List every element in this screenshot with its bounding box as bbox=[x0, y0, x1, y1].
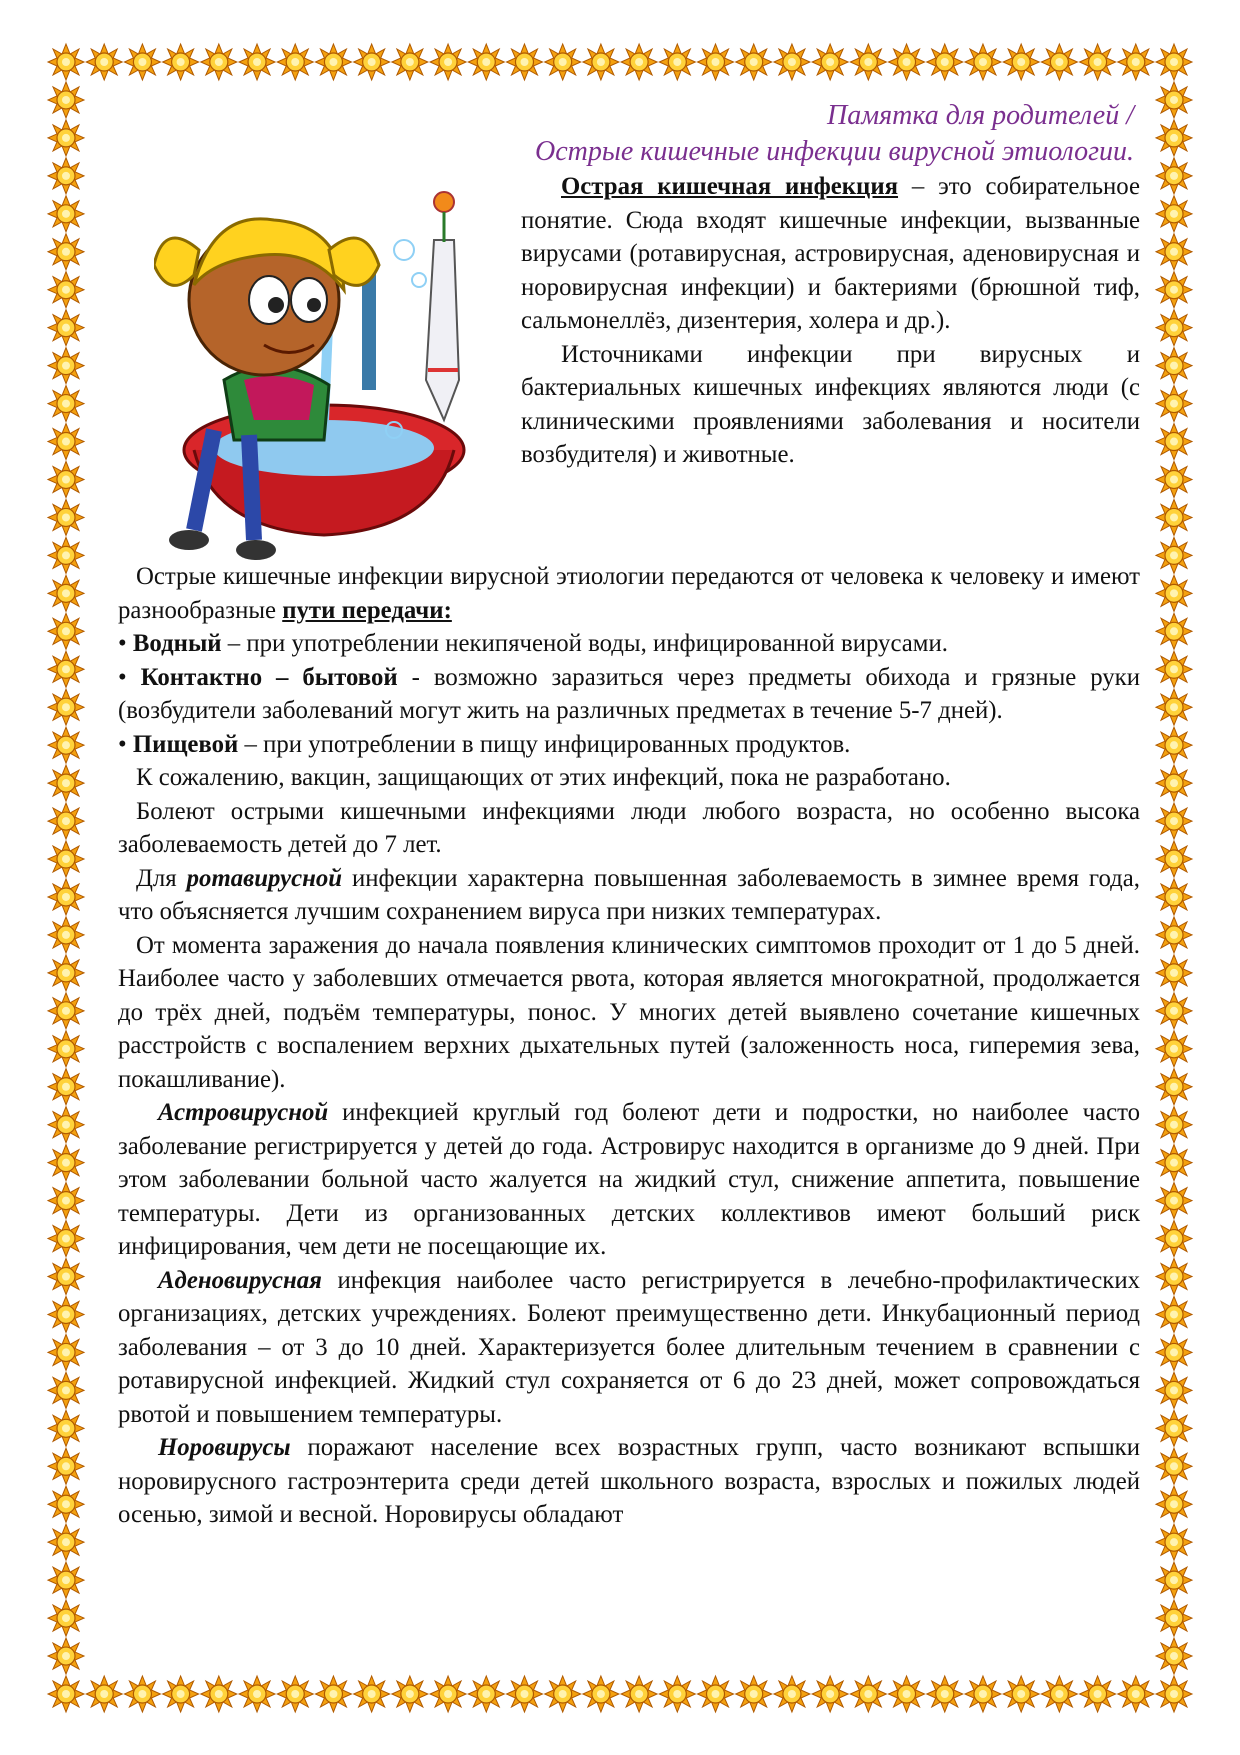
intro-text: – это собирательное понятие. Сюда входят кишечные инфекции, вызванные вирусами (ротавирусная, астровирусная, аденовирусная и норовирусная инфекции) и бактериями (брюшной тиф, сальмонеллёз, дизентерия, холера и др.). bbox=[521, 173, 1141, 334]
sun-border-icon bbox=[48, 1183, 84, 1219]
sun-border-icon bbox=[1118, 44, 1154, 80]
sun-border-icon bbox=[124, 44, 160, 80]
sun-border-icon bbox=[889, 1676, 925, 1712]
sun-border-icon bbox=[315, 1676, 351, 1712]
sun-border-icon bbox=[1156, 1107, 1192, 1143]
sun-border-icon bbox=[354, 1676, 390, 1712]
sun-border-icon bbox=[1156, 499, 1192, 535]
sun-border-icon bbox=[1156, 955, 1192, 991]
sun-border-icon bbox=[277, 1676, 313, 1712]
sun-border-icon bbox=[1156, 310, 1192, 346]
sun-border-icon bbox=[48, 1600, 84, 1636]
sun-border-icon bbox=[1156, 158, 1192, 194]
sun-border-icon bbox=[545, 1676, 581, 1712]
sun-border-icon bbox=[48, 613, 84, 649]
sun-border-icon bbox=[583, 1676, 619, 1712]
sun-border-icon bbox=[430, 1676, 466, 1712]
sun-border-icon bbox=[1156, 272, 1192, 308]
sun-border-icon bbox=[48, 1638, 84, 1674]
sun-border-icon bbox=[163, 1676, 199, 1712]
sun-border-icon bbox=[48, 1486, 84, 1522]
sun-border-icon bbox=[48, 1334, 84, 1370]
sun-border-icon bbox=[1156, 348, 1192, 384]
sun-border-icon bbox=[48, 461, 84, 497]
sun-border-icon bbox=[201, 44, 237, 80]
sun-border-icon bbox=[48, 1031, 84, 1067]
adeno-paragraph: Аденовирусная инфекция наиболее часто регистрируется в лечебно-профилактических организациях, детских учреждениях. Болеют преимущественно дети. Инкубационный период заболевания – от 3 до 10 дней. Характеризуется более длительным течением в сравнении с ротавирусной инфекцией. Жидкий стул сохраняется от 6 до 23 дней, может сопровождаться рвотой и повышением температуры. bbox=[118, 1266, 1140, 1428]
sun-border-icon bbox=[1156, 196, 1192, 232]
sun-border-icon bbox=[1156, 727, 1192, 763]
transmission-item-name: Водный bbox=[132, 630, 222, 657]
sun-border-icon bbox=[506, 44, 542, 80]
sun-border-icon bbox=[583, 44, 619, 80]
sun-border-icon bbox=[736, 44, 772, 80]
sun-border-icon bbox=[1156, 1410, 1192, 1446]
sun-border-icon bbox=[1156, 1183, 1192, 1219]
sun-border-icon bbox=[1156, 879, 1192, 915]
sun-border-icon bbox=[48, 1372, 84, 1408]
sun-border-icon bbox=[1156, 765, 1192, 801]
sun-border-icon bbox=[698, 1676, 734, 1712]
sun-border-icon bbox=[392, 1676, 428, 1712]
sun-border-icon bbox=[48, 1107, 84, 1143]
sun-border-icon bbox=[736, 1676, 772, 1712]
sun-border-icon bbox=[48, 841, 84, 877]
sun-border-icon bbox=[1080, 44, 1116, 80]
transmission-item: • Пищевой – при употреблении в пищу инфицированных продуктов. bbox=[118, 730, 851, 758]
sun-border-icon bbox=[1003, 1676, 1039, 1712]
sun-border-icon bbox=[1156, 917, 1192, 953]
sun-border-icon bbox=[48, 1676, 84, 1712]
sun-border-icon bbox=[48, 1448, 84, 1484]
sun-border-icon bbox=[48, 917, 84, 953]
sun-border-icon bbox=[1156, 234, 1192, 270]
sun-border-icon bbox=[277, 44, 313, 80]
rota-paragraph: Для ротавирусной инфекции характерна повышенная заболеваемость в зимнее время года, что объясняется лучшим сохранением вируса при низких температурах. bbox=[118, 864, 1140, 925]
title-line-1: Памятка для родителей / bbox=[827, 100, 1134, 131]
sun-border-icon bbox=[48, 575, 84, 611]
sun-border-icon bbox=[1156, 1259, 1192, 1295]
adeno-term: Аденовирусная bbox=[158, 1266, 322, 1294]
astro-paragraph: Астровирусной инфекцией круглый год болеют дети и подростки, но наиболее часто заболевание регистрируется у детей до года. Астровирус находится в организме до 9 дней. При этом заболевании больной часто жалуется на жидкий стул, снижение аппетита, повышение температуры. Дети из организованных детских коллективов имеют больший риск инфицирования, чем дети не посещающие их. bbox=[118, 1099, 1140, 1260]
intro-term: Острая кишечная инфекция bbox=[561, 173, 899, 200]
sun-border-icon bbox=[927, 44, 963, 80]
sun-border-icon bbox=[1156, 424, 1192, 460]
vaccine-paragraph: К сожалению, вакцин, защищающих от этих инфекций, пока не разработано. bbox=[136, 764, 951, 791]
sun-border-icon bbox=[1041, 1676, 1077, 1712]
sun-border-icon bbox=[48, 803, 84, 839]
sun-border-icon bbox=[659, 1676, 695, 1712]
sun-border-icon bbox=[48, 955, 84, 991]
sun-border-icon bbox=[86, 44, 122, 80]
sun-border-icon bbox=[48, 879, 84, 915]
sun-border-icon bbox=[1118, 1676, 1154, 1712]
sun-border-icon bbox=[621, 1676, 657, 1712]
sun-border-icon bbox=[48, 1069, 84, 1105]
sun-border-icon bbox=[201, 1676, 237, 1712]
sun-border-icon bbox=[124, 1676, 160, 1712]
sun-border-icon bbox=[698, 44, 734, 80]
noro-term: Норовирусы bbox=[158, 1434, 291, 1461]
sun-border-icon bbox=[48, 424, 84, 460]
astro-term: Астровирусной bbox=[158, 1099, 329, 1126]
sun-border-icon bbox=[48, 1221, 84, 1257]
sun-border-icon bbox=[48, 234, 84, 270]
sun-border-icon bbox=[48, 993, 84, 1029]
transmission-term: пути передачи: bbox=[282, 596, 452, 624]
sun-border-icon bbox=[965, 44, 1001, 80]
rota-term: ротавирусной bbox=[186, 864, 343, 892]
transmission-item-text: – при употреблении некипяченой воды, инфицированной вирусами. bbox=[221, 630, 948, 657]
document-title bbox=[118, 98, 1140, 170]
sun-border-icon bbox=[1156, 1676, 1192, 1712]
sun-border-icon bbox=[48, 386, 84, 422]
sun-border-icon bbox=[1156, 82, 1192, 118]
sun-border-icon bbox=[239, 1676, 275, 1712]
sun-border-icon bbox=[1156, 841, 1192, 877]
sun-border-icon bbox=[889, 44, 925, 80]
sun-border-icon bbox=[812, 44, 848, 80]
sun-border-icon bbox=[1156, 575, 1192, 611]
sun-border-icon bbox=[1156, 1334, 1192, 1370]
sun-border-icon bbox=[1156, 461, 1192, 497]
transmission-item-name: Пищевой bbox=[132, 730, 239, 758]
sun-border-icon bbox=[86, 1676, 122, 1712]
sun-border-icon bbox=[1156, 651, 1192, 687]
sun-border-icon bbox=[1156, 1600, 1192, 1636]
transmission-item: • Водный – при употреблении некипяченой воды, инфицированной вирусами. bbox=[118, 630, 948, 657]
age-paragraph: Болеют острыми кишечными инфекциями люди любого возраста, но особенно высока заболеваемость детей до 7 лет. bbox=[118, 797, 1140, 858]
sun-border-icon bbox=[1156, 1221, 1192, 1257]
sun-border-icon bbox=[48, 727, 84, 763]
sun-border-icon bbox=[774, 1676, 810, 1712]
transmission-item-text: – при употреблении в пищу инфицированных продуктов. bbox=[238, 730, 851, 758]
sun-border-icon bbox=[1156, 1486, 1192, 1522]
transmission-lead: Острые кишечные инфекции вирусной этиологии передаются от человека к человеку и имеют разнообразные bbox=[118, 563, 1140, 624]
sun-border-icon bbox=[927, 1676, 963, 1712]
sun-border-icon bbox=[1156, 803, 1192, 839]
sun-border-icon bbox=[850, 1676, 886, 1712]
sun-border-icon bbox=[812, 1676, 848, 1712]
sun-border-icon bbox=[1156, 689, 1192, 725]
sun-border-icon bbox=[48, 1145, 84, 1181]
noro-paragraph: Норовирусы поражают население всех возрастных групп, часто возникают вспышки норовирусного гастроэнтерита среди детей школьного возраста, взрослых и пожилых людей осенью, зимой и весной. Норовирусы обладают bbox=[118, 1434, 1140, 1528]
title-line-2: Острые кишечные инфекции вирусной этиологии. bbox=[535, 136, 1134, 167]
sun-border-icon bbox=[1003, 44, 1039, 80]
sun-border-icon bbox=[48, 499, 84, 535]
symptoms-paragraph: От момента заражения до начала появления клинических симптомов проходит от 1 до 5 дней. Наиболее часто у заболевших отмечается рвота, которая является многократной, продолжается до трёх дней, подъём температуры, понос. У многих детей выявлено сочетание кишечных расстройств с воспалением верхних дыхательных путей (заложенность носа, гиперемия зева, покашливание). bbox=[118, 931, 1140, 1093]
sun-border-icon bbox=[48, 537, 84, 573]
sun-border-icon bbox=[1156, 120, 1192, 156]
sun-border-icon bbox=[48, 1410, 84, 1446]
sun-border-icon bbox=[1156, 1069, 1192, 1105]
sun-border-icon bbox=[315, 44, 351, 80]
sources-paragraph: Источниками инфекции при вирусных и бактериальных кишечных инфекциях являются люди (с клиническими проявлениями заболевания и носители возбудителя) и животные. bbox=[521, 340, 1140, 468]
sun-border-icon bbox=[48, 158, 84, 194]
sun-border-icon bbox=[1156, 1372, 1192, 1408]
sun-border-icon bbox=[354, 44, 390, 80]
transmission-paragraph bbox=[118, 560, 1140, 627]
sun-border-icon bbox=[1156, 537, 1192, 573]
sun-border-icon bbox=[1080, 1676, 1116, 1712]
sun-border-icon bbox=[1156, 44, 1192, 80]
sun-border-icon bbox=[48, 1296, 84, 1332]
sun-border-icon bbox=[1156, 1031, 1192, 1067]
sun-border-icon bbox=[1156, 1448, 1192, 1484]
girl-washing-hands-icon bbox=[154, 180, 509, 560]
sun-border-icon bbox=[468, 44, 504, 80]
sun-border-icon bbox=[1156, 1524, 1192, 1560]
sun-border-icon bbox=[48, 765, 84, 801]
sun-border-icon bbox=[48, 310, 84, 346]
sun-border-icon bbox=[1156, 993, 1192, 1029]
sun-border-icon bbox=[48, 1524, 84, 1560]
transmission-item-text: - возможно заразиться через предметы обихода и грязные руки (возбудители заболеваний могут жить на различных предметах в течение 5-7 дней). bbox=[118, 663, 1140, 724]
sun-border-icon bbox=[1156, 1296, 1192, 1332]
sun-border-icon bbox=[659, 44, 695, 80]
sun-border-icon bbox=[163, 44, 199, 80]
sun-border-icon bbox=[48, 651, 84, 687]
sun-border-icon bbox=[1156, 1145, 1192, 1181]
transmission-item: • Контактно – бытовой - возможно заразиться через предметы обихода и грязные руки (возбудители заболеваний могут жить на различных предметах в течение 5-7 дней). bbox=[118, 663, 1140, 724]
sun-border-icon bbox=[239, 44, 275, 80]
sun-border-icon bbox=[1156, 1638, 1192, 1674]
sun-border-icon bbox=[392, 44, 428, 80]
sun-border-icon bbox=[774, 44, 810, 80]
sun-border-icon bbox=[48, 689, 84, 725]
sun-border-icon bbox=[1041, 44, 1077, 80]
sun-border-icon bbox=[48, 348, 84, 384]
sun-border-icon bbox=[430, 44, 466, 80]
sun-border-icon bbox=[965, 1676, 1001, 1712]
sun-border-icon bbox=[48, 44, 84, 80]
transmission-item-name: Контактно – бытовой bbox=[140, 663, 398, 691]
sun-border-icon bbox=[468, 1676, 504, 1712]
sun-border-icon bbox=[48, 1259, 84, 1295]
sun-border-icon bbox=[545, 44, 581, 80]
sun-border-icon bbox=[48, 272, 84, 308]
sun-border-icon bbox=[1156, 386, 1192, 422]
sun-border-icon bbox=[1156, 1562, 1192, 1598]
sun-border-icon bbox=[850, 44, 886, 80]
sun-border-icon bbox=[48, 82, 84, 118]
sun-border-icon bbox=[621, 44, 657, 80]
sun-border-icon bbox=[506, 1676, 542, 1712]
document-body bbox=[118, 98, 1140, 1532]
sun-border-icon bbox=[1156, 613, 1192, 649]
sun-border-icon bbox=[48, 1562, 84, 1598]
sun-border-icon bbox=[48, 196, 84, 232]
sun-border-icon bbox=[48, 120, 84, 156]
